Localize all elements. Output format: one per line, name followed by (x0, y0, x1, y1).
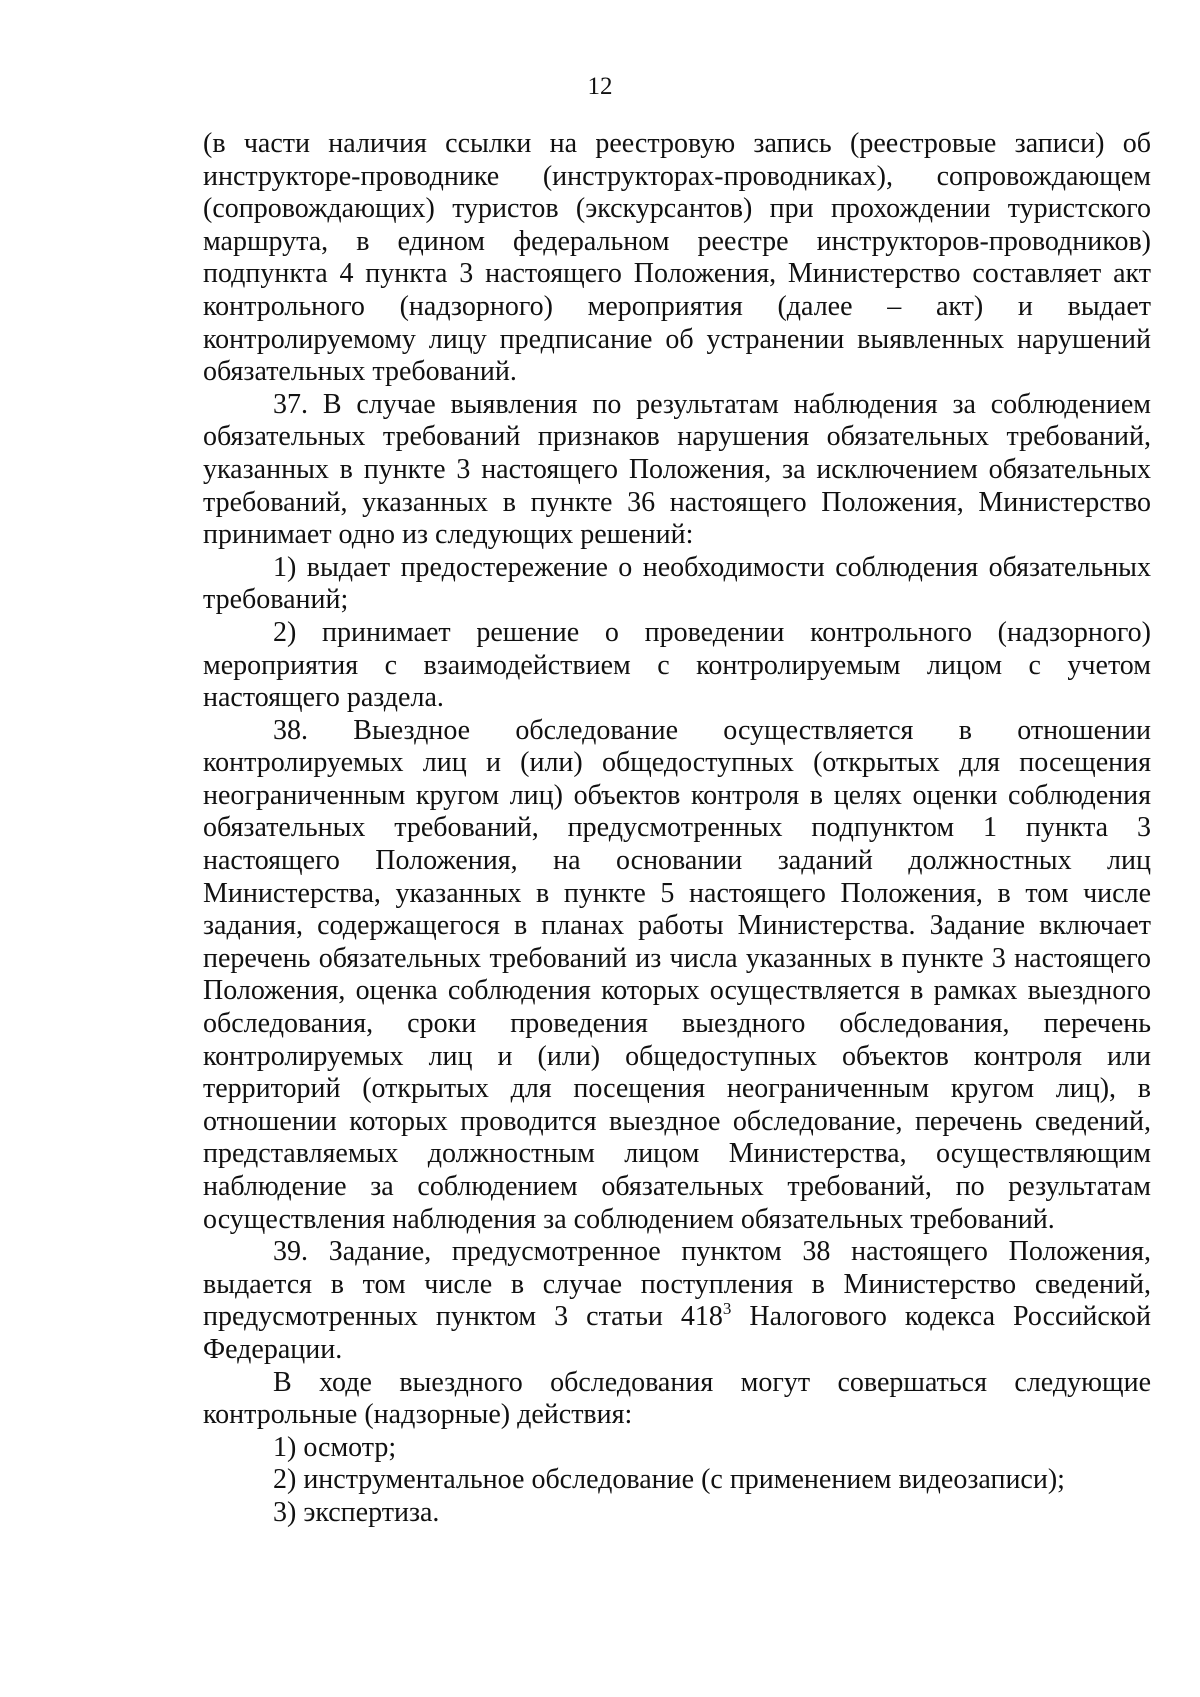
paragraph-39 (203, 1236, 1151, 1366)
action-item-1: 1) осмотр; (273, 1431, 397, 1463)
action-item-3: 3) экспертиза. (273, 1496, 440, 1528)
action-item-2: 2) инструментальное обследование (с применением видеозаписи); (273, 1464, 1065, 1496)
document-body (203, 128, 1151, 1530)
paragraph-37-item-2: 2) принимает решение о проведении контрольного (надзорного) мероприятия с взаимодействием с контролируемым лицом с учетом настоящего раздела. (203, 616, 1151, 714)
paragraph-39-text-end: Налогового кодекса Российской Федерации. (203, 1301, 1151, 1365)
paragraph-continuation: (в части наличия ссылки на реестровую запись (реестровые записи) об инструкторе-проводнике (инструкторах-проводниках), сопровождающем (сопровождающих) туристов (экскурсантов) при прохождении туристского маршрута, в едином федеральном реестре инструкторов-проводников) подпункта 4 пункта 3 настоящего Положения, Министерство составляет акт контрольного (надзорного) мероприятия (далее – акт) и выдает контролируемому лицу предписание об устранении выявленных нарушений обязательных требований. (203, 128, 1151, 388)
paragraph-37-item-1: 1) выдает предостережение о необходимости соблюдения обязательных требований; (203, 551, 1151, 616)
paragraph-37: 37. В случае выявления по результатам наблюдения за соблюдением обязательных требований признаков нарушения обязательных требований, указанных в пункте 3 настоящего Положения, за исключением обязательных требований, указанных в пункте 36 настоящего Положения, Министерство принимает одно из следующих решений: (203, 388, 1151, 551)
page-number: 12 (587, 73, 613, 100)
paragraph-actions-intro: В ходе выездного обследования могут совершаться следующие контрольные (надзорные) действия: (203, 1366, 1151, 1431)
paragraph-38: 38. Выездное обследование осуществляется в отношении контролируемых лиц и (или) общедоступных (открытых для посещения неограниченным кругом лиц) объектов контроля в целях оценки соблюдения обязательных требований, предусмотренных подпунктом 1 пункта 3 настоящего Положения, на основании заданий должностных лиц Министерства, указанных в пункте 5 настоящего Положения, в том числе задания, содержащегося в планах работы Министерства. Задание включает перечень обязательных требований из числа указанных в пункте 3 настоящего Положения, оценка соблюдения которых осуществляется в рамках выездного обследования, сроки проведения выездного обследования, перечень контролируемых лиц и (или) общедоступных объектов контроля или территорий (открытых для посещения неограниченным кругом лиц), в отношении которых проводится выездное обследование, перечень сведений, представляемых должностным лицом Министерства, осуществляющим наблюдение за соблюдением обязательных требований, по результатам осуществления наблюдения за соблюдением обязательных требований. (203, 714, 1151, 1235)
paragraph-39-superscript: 3 (722, 1299, 732, 1319)
paragraph-39-text: 39. Задание, предусмотренное пунктом 38 настоящего Положения, выдается в том числе в случае поступления в Министерство сведений, предусмотренных пунктом 3 статьи 418 (203, 1236, 1151, 1333)
